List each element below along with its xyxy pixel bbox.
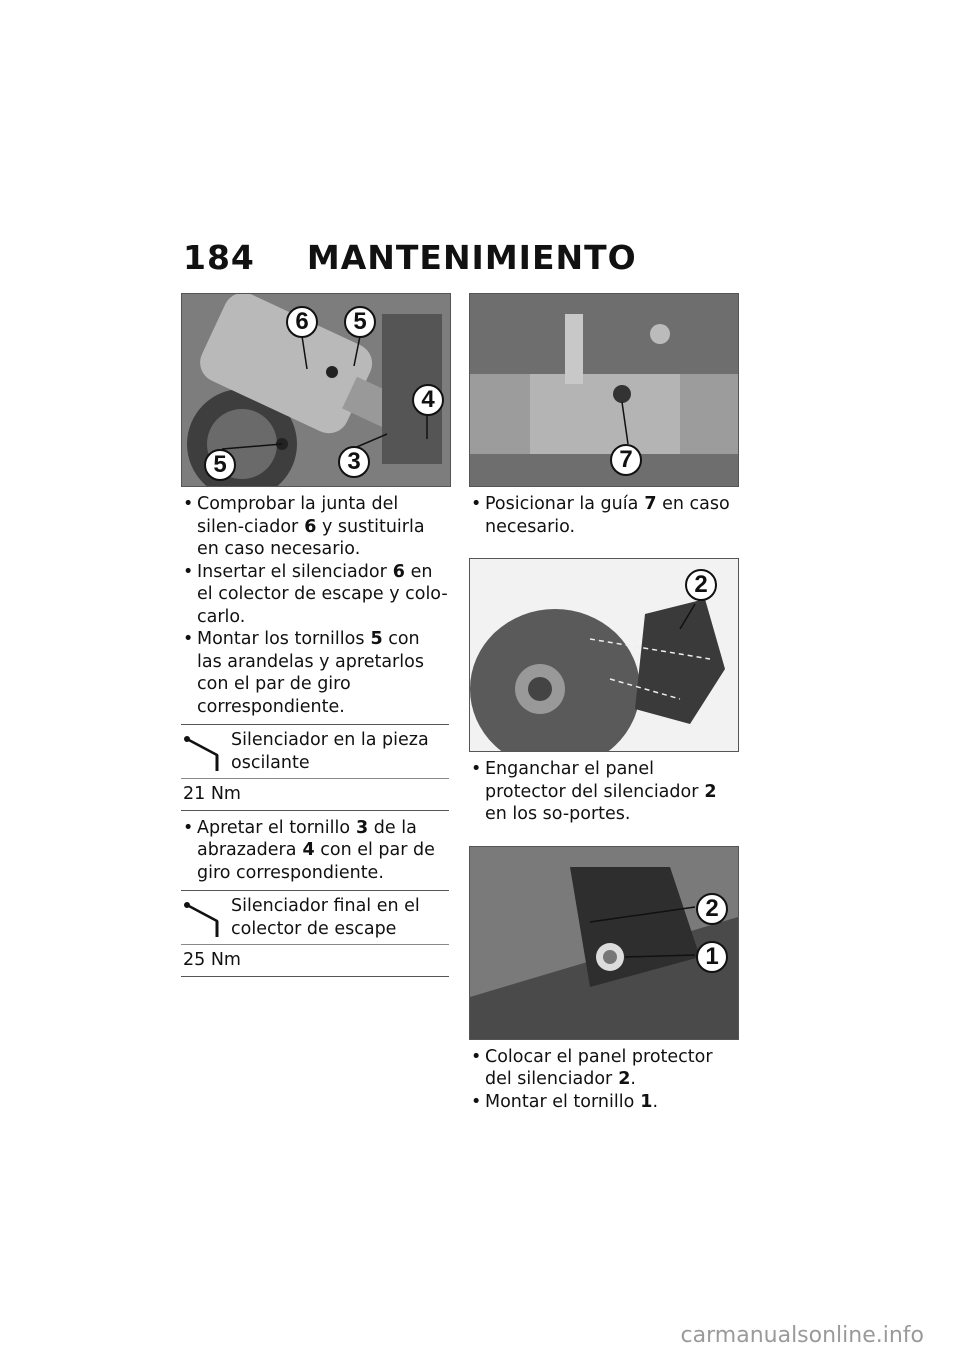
step-position-guide: • Posicionar la guía 7 en caso necesario.: [469, 493, 737, 538]
torque-wrench-icon: [181, 729, 231, 773]
callout-5-bottom: 5: [204, 449, 236, 481]
steps-list-a: [181, 493, 449, 718]
page-number: 184: [183, 238, 255, 277]
torque-wrench-icon: [181, 895, 231, 939]
step-check-seal: • Comprobar la junta del silen-ciador 6 y sustituirla en caso necesario.: [181, 493, 449, 561]
steps-list-final: [469, 1046, 737, 1114]
callout-3: 3: [338, 446, 370, 478]
steps-list-b: [181, 817, 449, 885]
torque-value: 25 Nm: [183, 950, 241, 970]
torque-spec-manifold: [181, 890, 449, 977]
torque-value: 21 Nm: [183, 784, 241, 804]
figure-panel-mount-image: [470, 847, 738, 1039]
callout-5-top: 5: [344, 306, 376, 338]
callout-2: 2: [685, 569, 717, 601]
figure-panel-hook: [469, 558, 739, 752]
step-tighten-clamp: • Apretar el tornillo 3 de la abrazadera 4 con el par de giro correspondiente.: [181, 817, 449, 885]
figure-guide-image: [470, 294, 738, 486]
callout-4: 4: [412, 384, 444, 416]
step-mount-screws: • Montar los tornillos 5 con las arandelas y apretarlos con el par de giro correspondiente.: [181, 628, 449, 718]
step-mount-screw: • Montar el tornillo 1.: [469, 1091, 737, 1114]
figure-guide: [469, 293, 739, 487]
torque-spec-swingarm: [181, 724, 449, 811]
callout-6: 6: [286, 306, 318, 338]
section-title: MANTENIMIENTO: [306, 238, 637, 277]
figure-panel-mount: [469, 846, 739, 1040]
step-hook-panel: • Enganchar el panel protector del silenciador 2 en los so-portes.: [469, 758, 737, 826]
torque-label: Silenciador en la pieza oscilante: [231, 730, 429, 773]
callout-1: 1: [696, 941, 728, 973]
watermark: carmanualsonline.info: [680, 1323, 924, 1348]
step-place-panel: • Colocar el panel protector del silenciador 2.: [469, 1046, 737, 1091]
left-column: [181, 293, 449, 977]
callout-2: 2: [696, 893, 728, 925]
right-column: [469, 293, 737, 1113]
step-hook-panel-list: [469, 758, 737, 826]
figure-silencer-mount: [181, 293, 451, 487]
callout-7: 7: [610, 444, 642, 476]
torque-label: Silenciador final en el colector de escape: [231, 896, 420, 939]
step-position-guide-list: [469, 493, 737, 538]
step-insert-silencer: • Insertar el silenciador 6 en el colector de escape y colo-carlo.: [181, 561, 449, 629]
page-header: [183, 238, 637, 277]
